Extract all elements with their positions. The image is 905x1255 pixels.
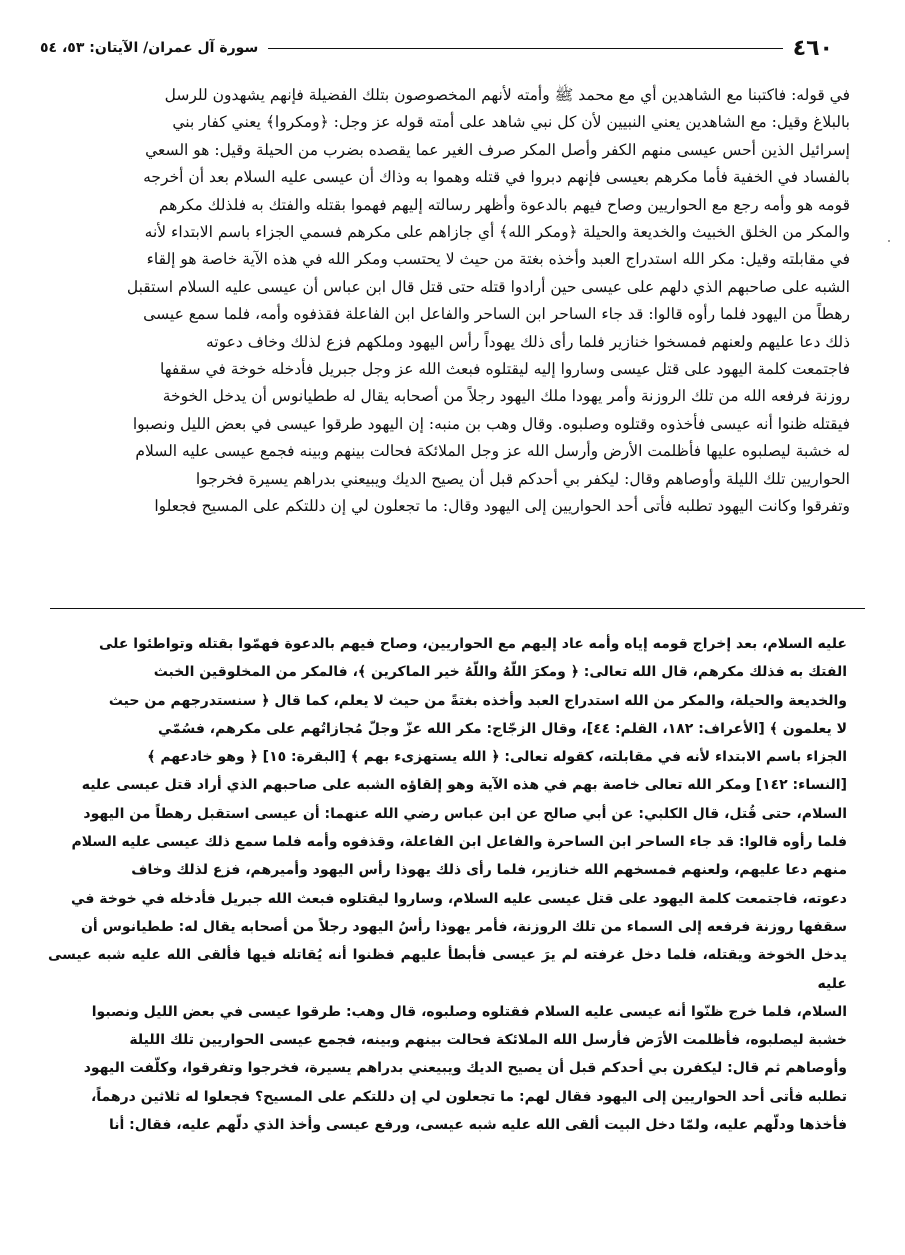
commentary-text — [48, 630, 847, 1139]
commentary-line: [النساء: ١٤٢] ومكر الله تعالى خاصة بهم في هذه الآية وهو إلقاؤه الشبه على صاحبهم الذي أراد قتل عيسى عليه — [81, 777, 847, 794]
commentary-line: دعوته، فاجتمعت كلمة اليهود على قتل عيسى عليه السلام، وساروا ليقتلوه فبعث الله جبريل فأدخله في خوخة في — [71, 890, 847, 907]
commentary-line: يدخل الخوخة ويقتله، فلما دخل غرفته لم يرَ عيسى فأبطأ عليهم فظنوا أنه يُقاتله فيها فألقى الله عليه شبه عيسى عليه — [48, 947, 847, 992]
main-text-line: إسرائيل الذين أحس عيسى منهم الكفر وأصل المكر صرف الغير عما يقصده بضرب من الحيلة وقيل: هو السعي — [145, 140, 850, 159]
main-text-line: رهطاً من اليهود فلما رأوه قالوا: قد جاء الساحر ابن الساحر والفاعل ابن الفاعلة فقذفوه وأمه، فلما سمع عيسى — [143, 305, 850, 324]
section-divider — [50, 608, 865, 609]
commentary-line: فأخذها ودلّهم عليه، ولمّا دخل البيت ألقى الله عليه شبه عيسى، ورفع عيسى وأخذ الذي دلّهم عليه، فقال: أنا — [108, 1117, 847, 1134]
main-text-line: بالفساد في الخفية فأما مكرهم بعيسى فإنهم دبروا في قتله وهموا به وذاك أن عيسى عليه السلام بعد أن أخرجه — [143, 168, 850, 187]
main-text-line: وتفرقوا وكانت اليهود تطلبه فأتى أحد الحواريين إلى اليهود وقال: ما تجعلون لي إن دللتكم على المسيح فجعلوا — [154, 497, 850, 516]
commentary-line: منهم دعا عليهم، ولعنهم فمسخهم الله خنازير، فلما رأى ذلك يهوذا رأس اليهود وأميرهم، فزع لذلك وخاف — [131, 862, 847, 879]
commentary-line: الفتك به فذلك مكرهم، قال الله تعالى: ﴿ ومكرَ اللّهُ واللّهُ خير الماكرين ﴾، فالمكر من المخلوقين الخبث — [153, 664, 847, 681]
commentary-line: خشبة ليصلبوه، فأظلمت الأرَض فأرسل الله الملائكة فحالت بينهم وبينه، فجمع عيسى الحواريين تلك الليلة — [129, 1032, 847, 1049]
main-text-line: فيقتله ظنوا أنه عيسى فأخذوه وقتلوه وصلبوه. وقال وهب بن منبه: إن اليهود طرقوا عيسى في بعض الليل ونصبوا — [132, 414, 850, 433]
commentary-line: عليه السلام، بعد إخراج قومه إياه وأمه عاد إليهم مع الحواريين، وصاح فيهم بالدعوة فهمّوا بقتله وتواطئوا على — [98, 636, 847, 652]
main-text-line: والمكر من الخلق الخبيث والخديعة والحيلة ﴿ومكر الله﴾ أي جازاهم على مكرهم فسمي الجزاء باسم الابتداء لأنه — [144, 223, 850, 242]
running-title: سورة آل عمران/ الآيتان: ٥٣، ٥٤ — [40, 40, 259, 56]
main-text-line: الحواريين تلك الليلة وأوصاهم وقال: ليكفر بي أحدكم قبل أن يصيح الديك ويبيعني بدراهم يسيرة فخرجوا — [195, 469, 850, 488]
main-text-line: في مقابلته وقيل: مكر الله استدراج العبد وأخذه بغتة من حيث لا يحتسب ومكر الله في هذه الآية خاصة هو إلقاء — [146, 250, 850, 269]
main-text — [44, 82, 850, 521]
commentary-line: فلما رأوه قالوا: قد جاء الساحر ابن الساحرة والفاعل ابن الفاعلة، وقذفوه وأمه فلما سمع ذلك عيسى عليه السلام — [71, 834, 847, 851]
main-text-line: فاجتمعت كلمة اليهود على قتل عيسى وساروا إليه ليقتلوه فبعث الله عز وجل جبريل فأدخله خوخة في سقفها — [160, 360, 850, 379]
main-text-line: الشبه على صاحبهم الذي دلهم على عيسى حين أرادوا قتله حتى قتل قال ابن عباس أن عيسى عليه السلام استقبل — [126, 277, 850, 296]
page-number: ٤٦٠ — [792, 35, 833, 61]
main-text-line: قومه هو وأمه رجع مع الحواريين وصاح فيهم بالدعوة وأظهر رسالته إليهم فهموا بقتله والفتك به فلذلك مكرهم — [158, 195, 850, 214]
commentary-line: لا يعلمون ﴾ [الأعراف: ١٨٢، القلم: ٤٤]، وقال الزجّاج: مكر الله عزّ وجلّ مُجازاتُهم على مكرهم، فسُمّي — [157, 720, 847, 737]
main-text-line: ذلك دعا عليهم ولعنهم فمسخوا خنازير فلما رأى ذلك يهوداً رأس اليهود وملكهم فزع لذلك وخاف دعوته — [206, 332, 850, 351]
commentary-line: وأوصاهم ثم قال: ليكفرن بي أحدكم قبل أن يصيح الديك ويبيعني بدراهم يسيرة، فخرجوا وتفرقوا، وكلّفت اليهود — [83, 1060, 847, 1077]
commentary-line: تطلبه فأتى أحد الحواريين إلى اليهود فقال لهم: ما تجعلون لي إن دللتكم على المسيح؟ فجعلوا له ثلاثين درهماً، — [90, 1088, 847, 1105]
commentary-line: السلام، فلما خرج ظنّوا أنه عيسى عليه السلام فقتلوه وصلبوه، قال وهب: طرقوا عيسى في بعض الليل ونصبوا — [91, 1003, 847, 1020]
margin-dot — [888, 240, 890, 242]
main-text-line: روزنة فرفعه الله من تلك الروزنة وأمر يهودا ملك اليهود رجلاً من أصحابه يقال له ططيانوس أن يدخل الخوخة — [162, 387, 850, 406]
header-rule — [268, 48, 782, 49]
main-text-line: بالبلاغ وقيل: مع الشاهدين يعني النبيين لأن كل نبي شاهد على أمته قوله عز وجل: ﴿ومكروا﴾ يعني كفار بني — [172, 113, 850, 132]
commentary-line: الجزاء باسم الابتداء لأنه في مقابلته، كقوله تعالى: ﴿ الله يستهزىء بهم ﴾ [البقرة: ١٥] ﴿ وهو خادعهم ﴾ — [147, 749, 847, 766]
main-text-line: في قوله: فاكتبنا مع الشاهدين أي مع محمد ﷺ وأمته لأنهم المخصوصون بتلك الفضيلة فإنهم يشهدون للرسل — [164, 86, 850, 104]
commentary-line: سقفها روزنة فرفعه إلى السماء من تلك الروزنة، فأمر يهوذا رأسُ اليهود رجلاً من أصحابه يقال له: ططيانوس أن — [80, 918, 847, 935]
commentary-line: والخديعة والحيلة، والمكر من الله استدراج العبد وأخذه بغتةً من حيث لا يعلم، كما قال ﴿ سنستدرجهم من حيث — [108, 692, 847, 709]
commentary-line: السلام، حتى قُتل، قال الكلبي: عن أبي صالح عن ابن عباس رضي الله عنهما: أن عيسى استقبل رهطاً من اليهود — [83, 805, 847, 822]
main-text-line: له خشبة ليصلبوه عليها فأظلمت الأرض وأرسل الله عز وجل الملائكة فحالت بينهم وبينه فجمع عيسى عليه السلام — [135, 442, 850, 461]
page-header — [40, 34, 833, 62]
